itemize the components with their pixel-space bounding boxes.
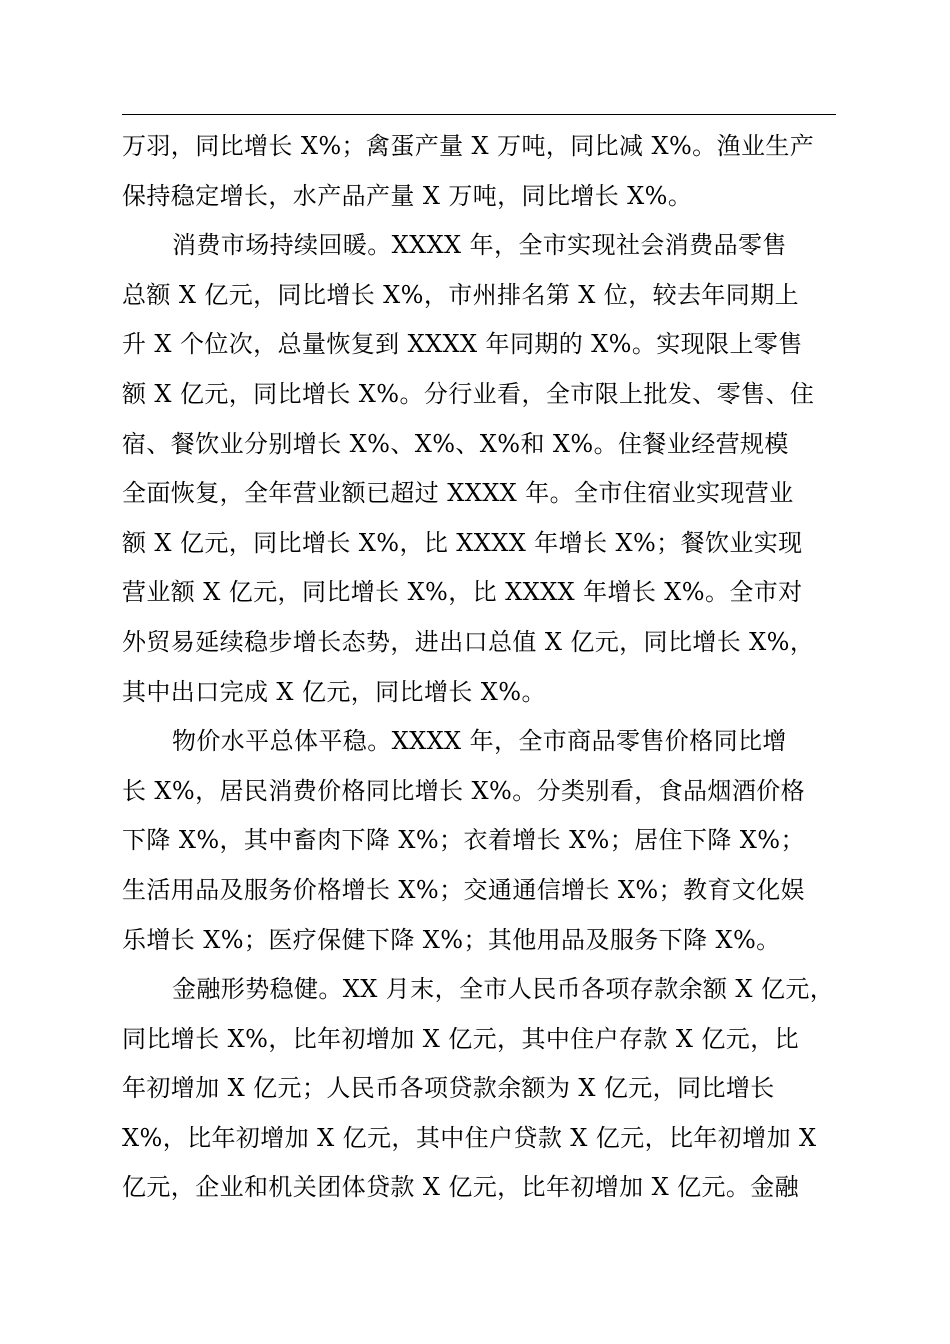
paragraph-consumer-market: [122, 221, 836, 717]
text-line: 亿元，企业和机关团体贷款 X 亿元，比年初增加 X 亿元。金融: [122, 1173, 800, 1202]
paragraph-finance: [122, 965, 836, 1213]
text-line: 宿、餐饮业分别增长 X%、X%、X%和 X%。住餐业经营规模: [122, 429, 789, 458]
text-line: 生活用品及服务价格增长 X%；交通通信增长 X%；教育文化娱: [122, 875, 806, 904]
text-line: 下降 X%，其中畜肉下降 X%；衣着增长 X%；居住下降 X%；: [122, 826, 805, 855]
text-line: 额 X 亿元，同比增长 X%，比 XXXX 年增长 X%；餐饮业实现: [122, 528, 803, 557]
text-line: 同比增长 X%，比年初增加 X 亿元，其中住户存款 X 亿元，比: [122, 1024, 800, 1053]
text-line: 消费市场持续回暖。XXXX 年，全市实现社会消费品零售: [172, 231, 787, 260]
text-line: 长 X%，居民消费价格同比增长 X%。分类别看，食品烟酒价格: [122, 776, 806, 805]
text-line: 额 X 亿元，同比增长 X%。分行业看，全市限上批发、零售、住: [122, 379, 815, 408]
text-line: 升 X 个位次，总量恢复到 XXXX 年同期的 X%。实现限上零售: [122, 330, 803, 359]
text-line: 营业额 X 亿元，同比增长 X%，比 XXXX 年增长 X%。全市对: [122, 578, 803, 607]
text-line: 外贸易延续稳步增长态势，进出口总值 X 亿元，同比增长 X%，: [122, 627, 815, 656]
text-line: 保持稳定增长，水产品产量 X 万吨，同比增长 X%。: [122, 181, 693, 210]
text-line: 年初增加 X 亿元；人民币各项贷款余额为 X 亿元，同比增长: [122, 1074, 775, 1103]
text-line: 乐增长 X%；医疗保健下降 X%；其他用品及服务下降 X%。: [122, 925, 781, 954]
paragraph-price-level: [122, 717, 836, 965]
text-line: 全面恢复，全年营业额已超过 XXXX 年。全市住宿业实现营业: [122, 479, 794, 508]
paragraph-agriculture: [122, 122, 836, 221]
header-rule: [122, 114, 836, 115]
text-line: 万羽，同比增长 X%；禽蛋产量 X 万吨，同比减 X%。渔业生产: [122, 132, 815, 160]
text-line: 金融形势稳健。XX 月末，全市人民币各项存款余额 X 亿元，: [172, 975, 835, 1004]
document-body: [122, 122, 836, 1213]
text-line: 其中出口完成 X 亿元，同比增长 X%。: [122, 677, 546, 706]
text-line: 总额 X 亿元，同比增长 X%，市州排名第 X 位，较去年同期上: [122, 280, 800, 309]
text-line: 物价水平总体平稳。XXXX 年，全市商品零售价格同比增: [172, 727, 787, 756]
text-line: X%，比年初增加 X 亿元，其中住户贷款 X 亿元，比年初增加 X: [122, 1123, 817, 1152]
